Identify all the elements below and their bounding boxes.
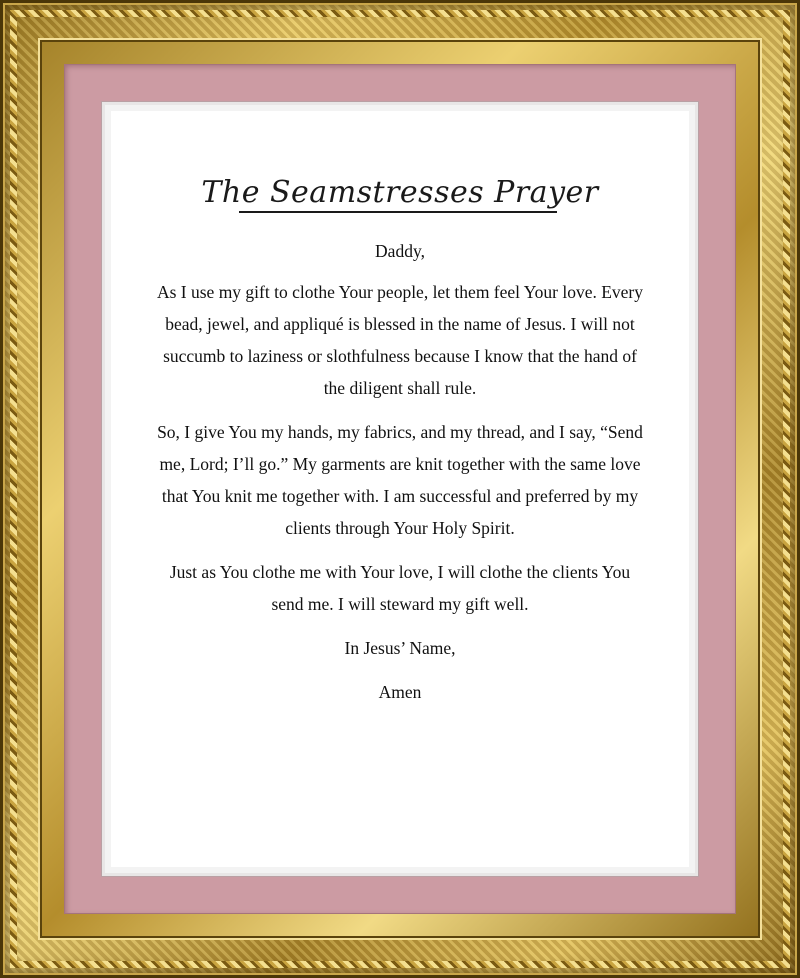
prayer-paragraph-2: So, I give You my hands, my fabrics, and my thread, and I say, “Send me, Lord; I’ll go.” My garments are knit together with the same love that You knit me together with. I am successful and preferred by my clients through Your Holy Spirit. bbox=[157, 422, 643, 538]
prayer-body bbox=[155, 235, 645, 720]
prayer-title: The Seamstresses Prayer bbox=[201, 175, 599, 210]
prayer-greeting: Daddy, bbox=[375, 241, 425, 261]
prayer-paragraph-1: As I use my gift to clothe Your people, let them feel Your love. Every bead, jewel, and appliqué is blessed in the name of Jesus. I will not succumb to laziness or slothfulness because I know that the hand of the diligent shall rule. bbox=[156, 282, 644, 398]
prayer-paper bbox=[111, 111, 689, 867]
prayer-paragraph-3: Just as You clothe me with Your love, I will clothe the clients You send me. I will steward my gift well. bbox=[169, 562, 631, 614]
prayer-amen: Amen bbox=[378, 682, 422, 702]
prayer-closing: In Jesus’ Name, bbox=[344, 638, 456, 658]
title-underline bbox=[239, 211, 557, 213]
